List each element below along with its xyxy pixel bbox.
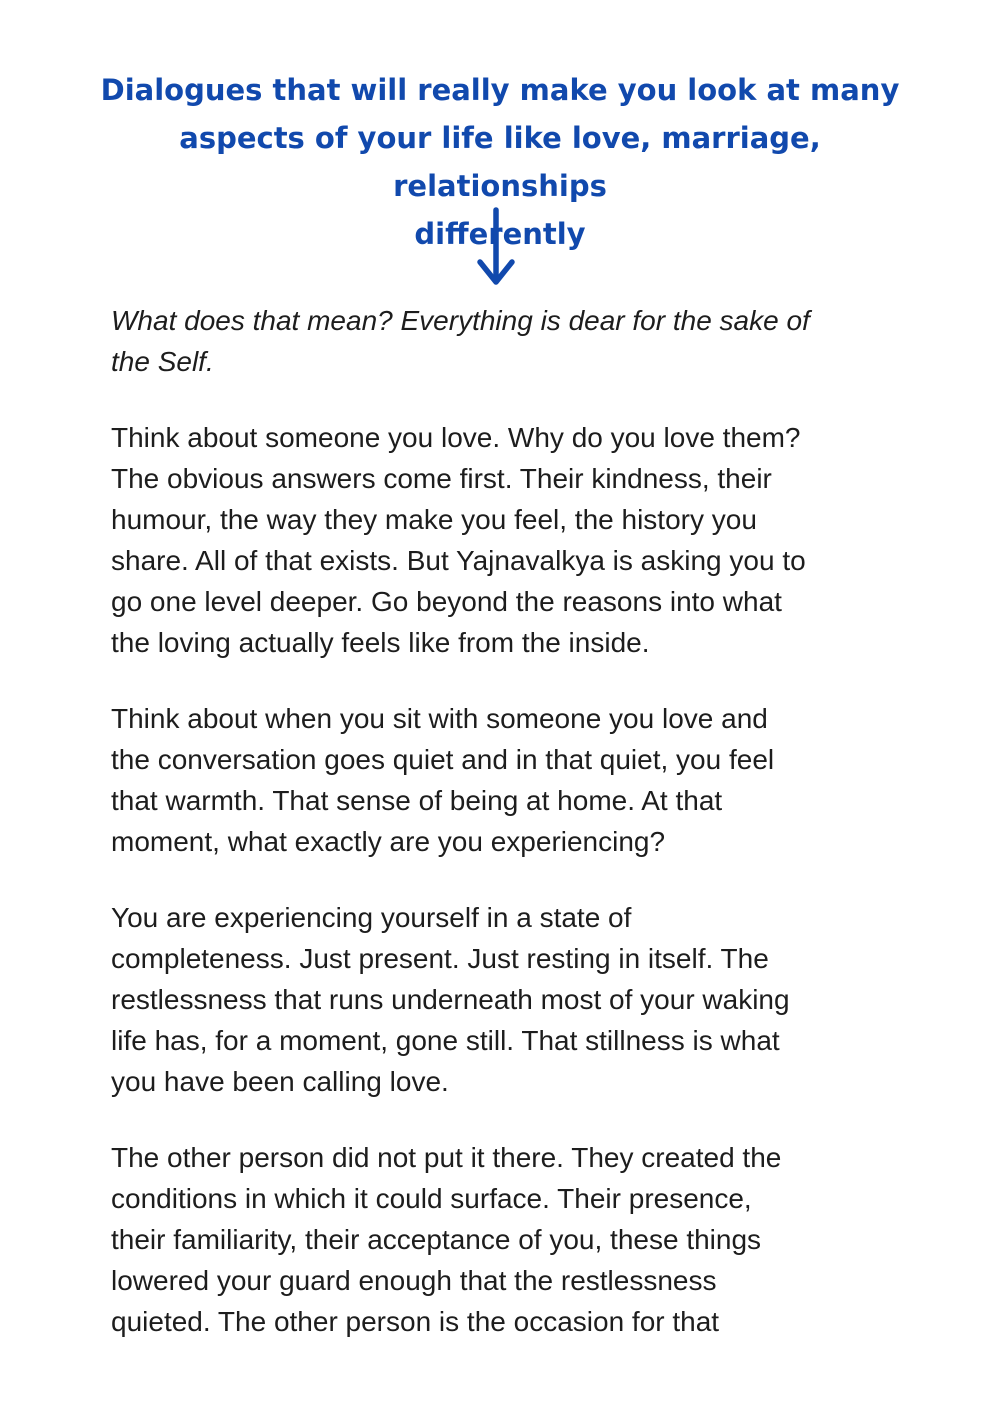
- text-line: humour, the way they make you feel, the history you: [111, 504, 757, 535]
- text-line: Think about someone you love. Why do you love them?: [111, 422, 801, 453]
- text-line: conditions in which it could surface. Their presence,: [111, 1183, 752, 1214]
- text-line: What does that mean? Everything is dear for the sake of: [111, 305, 810, 336]
- text-line: moment, what exactly are you experiencing?: [111, 826, 666, 857]
- text-line: the Self.: [111, 346, 214, 377]
- text-line: that warmth. That sense of being at home. At that: [111, 785, 723, 816]
- text-line: The obvious answers come first. Their kindness, their: [111, 463, 772, 494]
- paragraph: [111, 1137, 911, 1342]
- text-line: Think about when you sit with someone you love and: [111, 703, 768, 734]
- headline-line: aspects of your life like love, marriage, relationships: [179, 121, 821, 203]
- arrow-down-icon: [474, 206, 518, 290]
- text-line: lowered your guard enough that the restlessness: [111, 1265, 717, 1296]
- text-line: the loving actually feels like from the inside.: [111, 627, 650, 658]
- paragraph: [111, 698, 911, 862]
- paragraph: [111, 417, 911, 663]
- headline-line: Dialogues that will really make you look at many: [100, 73, 900, 107]
- text-line: You are experiencing yourself in a state of: [111, 902, 632, 933]
- text-line: share. All of that exists. But Yajnavalkya is asking you to: [111, 545, 806, 576]
- text-line: The other person did not put it there. They created the: [111, 1142, 782, 1173]
- text-line: go one level deeper. Go beyond the reasons into what: [111, 586, 782, 617]
- paragraph-intro-question: [111, 300, 911, 382]
- headline-line: differently: [414, 217, 586, 251]
- paragraph: [111, 897, 911, 1102]
- text-line: you have been calling love.: [111, 1066, 449, 1097]
- text-line: restlessness that runs underneath most of your waking: [111, 984, 790, 1015]
- text-line: completeness. Just present. Just resting in itself. The: [111, 943, 769, 974]
- text-line: their familiarity, their acceptance of you, these things: [111, 1224, 762, 1255]
- text-line: the conversation goes quiet and in that quiet, you feel: [111, 744, 775, 775]
- article-body: [111, 300, 911, 1377]
- text-line: life has, for a moment, gone still. That stillness is what: [111, 1025, 780, 1056]
- text-line: quieted. The other person is the occasion for that: [111, 1306, 720, 1337]
